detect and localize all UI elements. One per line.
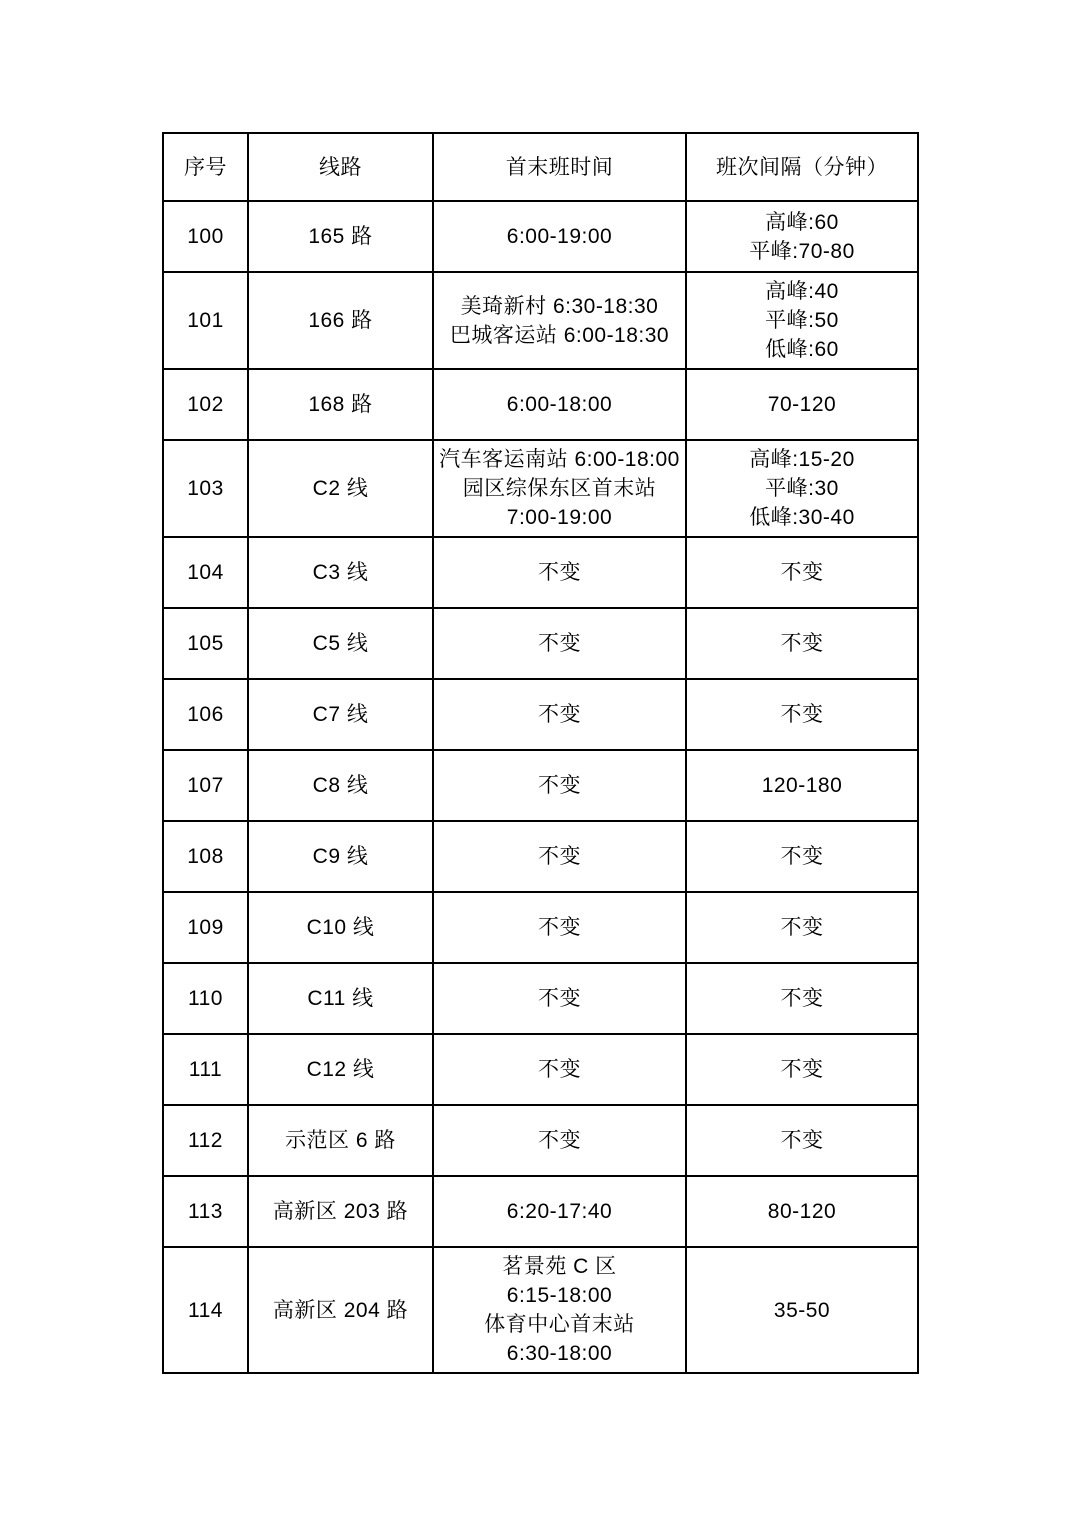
cell-serial-number — [163, 272, 248, 369]
cell-text: 168 路 — [308, 393, 373, 416]
cell-time — [433, 963, 686, 1034]
cell-time — [433, 1034, 686, 1105]
cell-line — [248, 892, 433, 963]
cell-text: 70-120 — [767, 393, 837, 416]
cell-serial-number — [163, 440, 248, 537]
cell-line — [248, 679, 433, 750]
cell-text: 美琦新村 6:30-18:30 — [460, 294, 659, 318]
cell-text: 不变 — [538, 916, 581, 939]
table-row — [163, 369, 918, 440]
cell-text: 120-180 — [761, 774, 843, 797]
cell-serial-number — [163, 963, 248, 1034]
cell-text: 示范区 6 路 — [285, 1129, 396, 1152]
cell-text: C3 线 — [312, 561, 369, 584]
table-row — [163, 892, 918, 963]
cell-text: 低峰:60 — [765, 338, 839, 361]
table-row — [163, 537, 918, 608]
table-row — [163, 1247, 918, 1373]
cell-text: 茗景苑 C 区 — [502, 1255, 617, 1278]
cell-text: 112 — [188, 1129, 223, 1152]
table-header — [163, 133, 918, 201]
table-row — [163, 1176, 918, 1247]
cell-text: 107 — [187, 774, 224, 797]
cell-time — [433, 369, 686, 440]
cell-text: 109 — [187, 916, 224, 939]
cell-line — [248, 369, 433, 440]
cell-time — [433, 201, 686, 272]
cell-text: 不变 — [538, 703, 581, 726]
cell-serial-number — [163, 1176, 248, 1247]
cell-text: 166 路 — [308, 309, 373, 332]
cell-text: 平峰:50 — [765, 309, 839, 332]
cell-interval — [686, 679, 918, 750]
cell-text: 高峰:40 — [765, 280, 839, 303]
cell-text: 不变 — [780, 1129, 824, 1152]
cell-line — [248, 272, 433, 369]
cell-interval — [686, 537, 918, 608]
bus-schedule-table — [162, 132, 919, 1374]
cell-text: C10 线 — [306, 916, 375, 939]
cell-interval — [686, 1105, 918, 1176]
cell-serial-number — [163, 608, 248, 679]
cell-text: 114 — [188, 1298, 223, 1322]
cell-serial-number — [163, 1105, 248, 1176]
cell-line — [248, 821, 433, 892]
cell-text: 体育中心首末站 — [484, 1313, 635, 1336]
cell-text: C2 线 — [312, 477, 369, 500]
cell-text: 不变 — [538, 561, 581, 584]
header-serial-number: 序号 — [163, 133, 248, 201]
cell-line — [248, 440, 433, 537]
cell-text: 巴城客运站 6:00-18:30 — [449, 323, 670, 347]
cell-text: 108 — [187, 845, 224, 868]
cell-time — [433, 608, 686, 679]
cell-text: 平峰:30 — [765, 477, 839, 500]
table-row — [163, 440, 918, 537]
cell-text: 102 — [187, 393, 224, 416]
cell-text: 103 — [187, 477, 224, 500]
cell-interval — [686, 369, 918, 440]
cell-line — [248, 963, 433, 1034]
cell-text: 35-50 — [773, 1298, 831, 1322]
cell-text: C11 线 — [307, 987, 374, 1010]
cell-text: 6:00-18:00 — [506, 393, 613, 416]
cell-time — [433, 1105, 686, 1176]
table-row — [163, 608, 918, 679]
cell-line — [248, 750, 433, 821]
cell-line — [248, 1247, 433, 1373]
cell-text: 110 — [188, 987, 223, 1010]
cell-time — [433, 1176, 686, 1247]
cell-text: C8 线 — [312, 774, 369, 797]
cell-line — [248, 201, 433, 272]
cell-text: 不变 — [538, 845, 581, 868]
table-row — [163, 201, 918, 272]
table-row — [163, 963, 918, 1034]
cell-text: 园区综保东区首末站 — [462, 477, 657, 500]
cell-time — [433, 537, 686, 608]
cell-text: 高新区 203 路 — [272, 1200, 409, 1223]
cell-time — [433, 750, 686, 821]
header-first-last-time: 首末班时间 — [433, 133, 686, 201]
cell-text: 不变 — [780, 916, 824, 939]
cell-serial-number — [163, 1247, 248, 1373]
cell-text: C12 线 — [306, 1058, 375, 1081]
cell-line — [248, 537, 433, 608]
cell-interval — [686, 1034, 918, 1105]
cell-serial-number — [163, 679, 248, 750]
cell-text: 不变 — [780, 987, 824, 1010]
cell-text: 不变 — [780, 561, 824, 584]
cell-interval — [686, 821, 918, 892]
cell-text: 高峰:60 — [765, 210, 839, 234]
cell-text: 高峰:15-20 — [749, 448, 855, 471]
cell-interval — [686, 1247, 918, 1373]
cell-serial-number — [163, 537, 248, 608]
cell-serial-number — [163, 1034, 248, 1105]
cell-text: 不变 — [538, 987, 581, 1010]
cell-text: 100 — [187, 225, 224, 248]
table-row — [163, 750, 918, 821]
table-row — [163, 679, 918, 750]
cell-text: 平峰:70-80 — [749, 239, 855, 263]
cell-text: 高新区 204 路 — [272, 1298, 409, 1322]
cell-text: 6:30-18:00 — [506, 1342, 613, 1365]
cell-text: C7 线 — [312, 703, 369, 726]
cell-serial-number — [163, 821, 248, 892]
cell-text: 不变 — [780, 703, 824, 726]
cell-time — [433, 1247, 686, 1373]
table-row — [163, 1105, 918, 1176]
cell-text: 6:00-19:00 — [506, 225, 613, 248]
cell-interval — [686, 963, 918, 1034]
cell-text: 不变 — [538, 632, 581, 655]
table-row — [163, 1034, 918, 1105]
cell-interval — [686, 440, 918, 537]
cell-text: 101 — [187, 309, 224, 332]
cell-time — [433, 679, 686, 750]
cell-serial-number — [163, 892, 248, 963]
header-row — [163, 133, 918, 201]
cell-text: C9 线 — [312, 845, 369, 868]
cell-line — [248, 1105, 433, 1176]
cell-text: 165 路 — [308, 225, 373, 248]
table-row — [163, 821, 918, 892]
table-row — [163, 272, 918, 369]
cell-line — [248, 1176, 433, 1247]
cell-time — [433, 440, 686, 537]
cell-line — [248, 608, 433, 679]
cell-text: 低峰:30-40 — [749, 506, 855, 529]
cell-text: 113 — [188, 1200, 223, 1223]
cell-time — [433, 892, 686, 963]
cell-text: 6:15-18:00 — [506, 1284, 613, 1307]
cell-text: 104 — [187, 561, 224, 584]
cell-interval — [686, 892, 918, 963]
cell-text: 106 — [187, 703, 224, 726]
cell-text: 不变 — [538, 774, 581, 797]
cell-serial-number — [163, 750, 248, 821]
cell-text: 不变 — [538, 1058, 581, 1081]
cell-interval — [686, 272, 918, 369]
cell-serial-number — [163, 369, 248, 440]
cell-serial-number — [163, 201, 248, 272]
cell-text: 汽车客运南站 6:00-18:00 — [439, 448, 680, 471]
cell-text: 不变 — [780, 632, 824, 655]
header-interval: 班次间隔（分钟） — [686, 133, 918, 201]
cell-text: 80-120 — [767, 1200, 837, 1223]
header-line: 线路 — [248, 133, 433, 201]
cell-text: C5 线 — [312, 632, 369, 655]
cell-text: 不变 — [780, 1058, 824, 1081]
cell-interval — [686, 750, 918, 821]
cell-text: 7:00-19:00 — [506, 506, 613, 529]
cell-interval — [686, 201, 918, 272]
cell-line — [248, 1034, 433, 1105]
table-body — [163, 201, 918, 1373]
cell-text: 111 — [188, 1058, 223, 1081]
cell-interval — [686, 1176, 918, 1247]
cell-interval — [686, 608, 918, 679]
cell-time — [433, 821, 686, 892]
cell-text: 不变 — [538, 1129, 581, 1152]
cell-text: 105 — [187, 632, 224, 655]
cell-text: 不变 — [780, 845, 824, 868]
cell-text: 6:20-17:40 — [506, 1200, 613, 1223]
cell-time — [433, 272, 686, 369]
